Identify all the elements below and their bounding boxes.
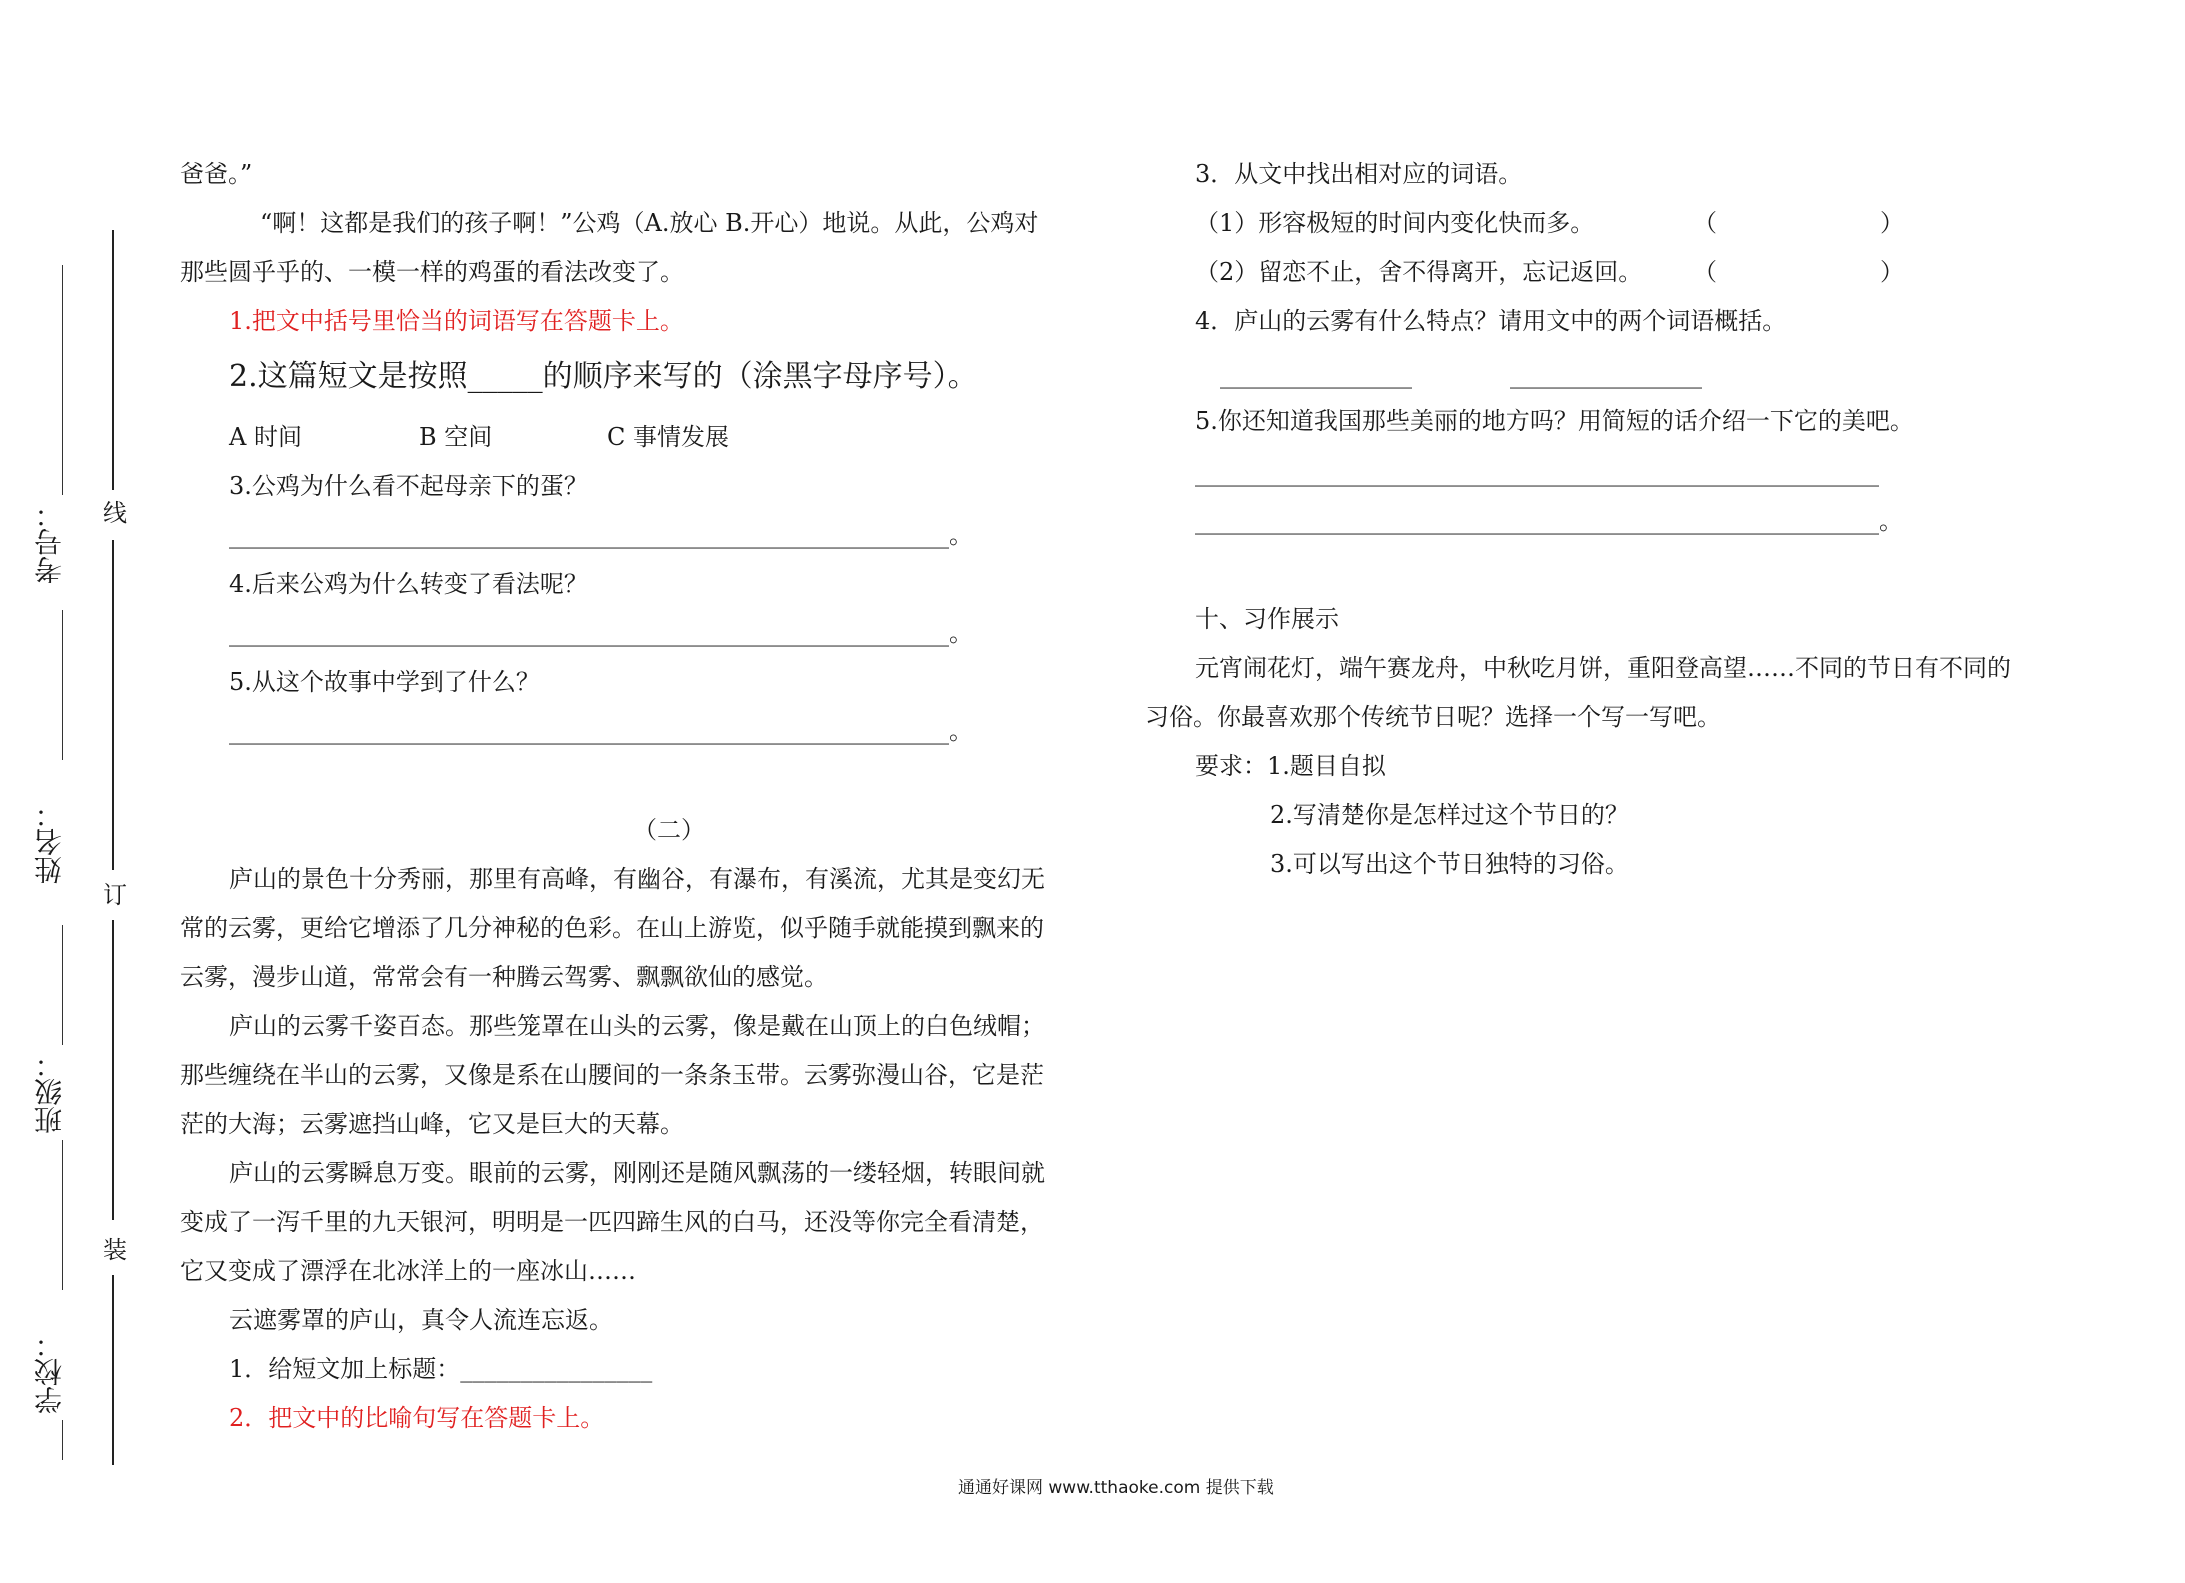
binding-mark-line: 线 <box>103 499 127 527</box>
right-question-3-item-1-paren-open: （ <box>1693 209 1717 237</box>
question-3: 3.公鸡为什么看不起母亲下的蛋？ <box>229 472 588 500</box>
right-question-3-item-2: （2）留恋不止，舍不得离开，忘记返回。 <box>1195 258 1643 286</box>
class-label: 班级： <box>33 1050 66 1134</box>
left-para-2-line-2: 那些圆乎乎的、一模一样的鸡蛋的看法改变了。 <box>180 258 684 286</box>
footer-credit: 通通好课网 www.tthaoke.com 提供下载 <box>958 1478 1274 1498</box>
question-2-option-b: B 空间 <box>419 423 493 451</box>
binding-line-outer-2 <box>62 610 63 760</box>
passage-2-para-3-line-1: 庐山的云雾瞬息万变。眼前的云雾，刚刚还是随风飘荡的一缕轻烟，转眼间就 <box>229 1159 1045 1187</box>
binding-line-outer-5 <box>62 1420 63 1460</box>
question-1: 1.把文中括号里恰当的词语写在答题卡上。 <box>229 307 684 335</box>
question-4-answer-line: ____________________________________________________________。 <box>229 619 973 647</box>
right-question-5: 5.你还知道我国那些美丽的地方吗？用简短的话介绍一下它的美吧。 <box>1195 407 1914 435</box>
left-para-1: 爸爸。” <box>180 160 253 188</box>
right-question-3-item-2-paren-close: ） <box>1880 258 1904 286</box>
question-4: 4.后来公鸡为什么转变了看法呢？ <box>229 570 588 598</box>
passage-2-para-2-line-3: 茫的大海；云雾遮挡山峰，它又是巨大的天幕。 <box>180 1110 684 1138</box>
question-5-answer-line: ____________________________________________________________。 <box>229 717 973 745</box>
passage-2-para-3-line-2: 变成了一泻千里的九天银河，明明是一匹四蹄生风的白马，还没等你完全看清楚， <box>180 1208 1044 1236</box>
school-label: 学校： <box>33 1330 66 1414</box>
binding-line-inner-3 <box>112 920 114 1220</box>
essay-prompt-line-1: 元宵闹花灯，端午赛龙舟，中秋吃月饼，重阳登高望……不同的节日有不同的 <box>1195 654 2011 682</box>
right-question-3: 3．从文中找出相对应的词语。 <box>1195 160 1523 188</box>
passage-2-para-3-line-3: 它又变成了漂浮在北冰洋上的一座冰山…… <box>180 1257 636 1285</box>
passage-2-question-1: 1．给短文加上标题：________________ <box>229 1355 653 1383</box>
section-2-heading: （二） <box>633 816 705 844</box>
passage-2-para-2-line-1: 庐山的云雾千姿百态。那些笼罩在山头的云雾，像是戴在山顶上的白色绒帽； <box>229 1012 1045 1040</box>
question-2-option-a: A 时间 <box>229 423 302 451</box>
binding-line-inner-2 <box>112 540 114 870</box>
binding-mark-bind: 装 <box>103 1236 127 1264</box>
right-question-5-line-2: _________________________________________________________。 <box>1195 507 1903 535</box>
essay-requirement-2: 2.写清楚你是怎样过这个节日的？ <box>1270 801 1629 829</box>
passage-2-para-1-line-2: 常的云雾，更给它增添了几分神秘的色彩。在山上游览，似乎随手就能摸到飘来的 <box>180 914 1044 942</box>
passage-2-question-2: 2．把文中的比喻句写在答题卡上。 <box>229 1404 605 1432</box>
essay-prompt-line-2: 习俗。你最喜欢那个传统节日呢？选择一个写一写吧。 <box>1145 703 1721 731</box>
question-2: 2.这篇短文是按照_____的顺序来写的（涂黑字母序号）。 <box>229 359 978 394</box>
name-label: 姓名： <box>33 800 66 884</box>
binding-line-inner-1 <box>112 230 114 490</box>
right-question-4: 4．庐山的云雾有什么特点？请用文中的两个词语概括。 <box>1195 307 1787 335</box>
binding-line-outer-3 <box>62 925 63 1045</box>
passage-2-para-2-line-2: 那些缠绕在半山的云雾，又像是系在山腰间的一条条玉带。云雾弥漫山谷，它是茫 <box>180 1061 1044 1089</box>
question-5: 5.从这个故事中学到了什么？ <box>229 668 540 696</box>
essay-requirement-1: 要求：1.题目自拟 <box>1195 752 1386 780</box>
passage-2-para-4: 云遮雾罩的庐山，真令人流连忘返。 <box>229 1306 613 1334</box>
right-question-4-blank-1: ________________ <box>1220 361 1412 389</box>
question-3-answer-line: ____________________________________________________________。 <box>229 521 973 549</box>
section-10-heading: 十、习作展示 <box>1195 605 1339 633</box>
passage-2-para-1-line-3: 云雾，漫步山道，常常会有一种腾云驾雾、飘飘欲仙的感觉。 <box>180 963 828 991</box>
binding-line-inner-4 <box>112 1275 114 1465</box>
binding-mark-staple: 订 <box>103 881 127 909</box>
passage-2-para-1-line-1: 庐山的景色十分秀丽，那里有高峰，有幽谷，有瀑布，有溪流，尤其是变幻无 <box>229 865 1045 893</box>
essay-requirement-3: 3.可以写出这个节日独特的习俗。 <box>1270 850 1629 878</box>
right-question-4-blank-2: ________________ <box>1510 361 1702 389</box>
left-para-2-line-1: “啊！这都是我们的孩子啊！”公鸡（A.放心 B.开心）地说。从此，公鸡对 <box>260 209 1039 237</box>
question-2-option-c: C 事情发展 <box>607 423 729 451</box>
binding-line-outer-1 <box>62 265 63 495</box>
right-question-5-line-1: _________________________________________________________ <box>1195 459 1879 487</box>
binding-line-outer-4 <box>62 1140 63 1290</box>
right-question-3-item-1: （1）形容极短的时间内变化快而多。 <box>1195 209 1595 237</box>
exam-number-label: 考号： <box>33 500 66 584</box>
right-question-3-item-1-paren-close: ） <box>1880 209 1904 237</box>
right-question-3-item-2-paren-open: （ <box>1693 258 1717 286</box>
